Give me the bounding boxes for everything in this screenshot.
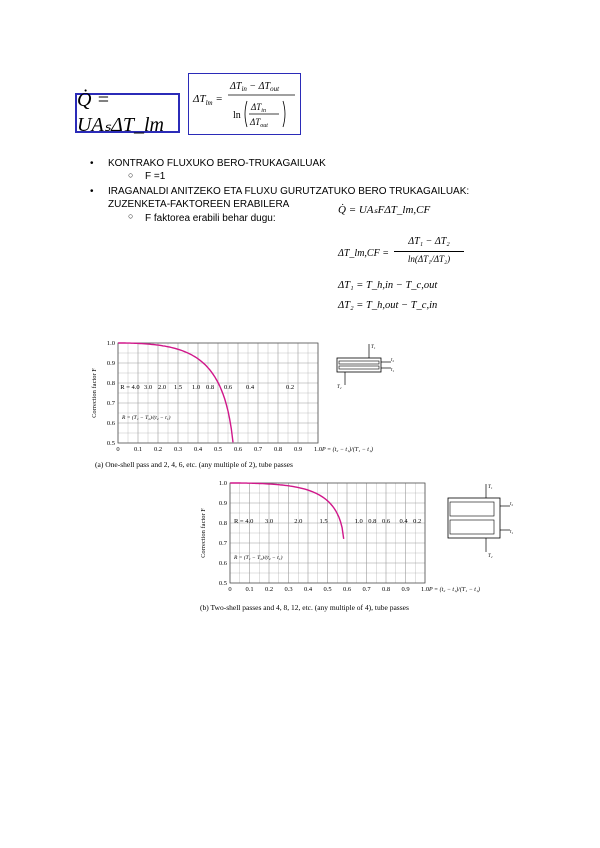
x-tick-label: 0.3	[173, 446, 183, 453]
y-tick-label: 1.0	[218, 480, 227, 487]
r-label: 2.0	[157, 384, 167, 391]
r-label: 0.8	[368, 518, 377, 525]
y-tick-label: 0.8	[218, 520, 227, 527]
x-tick-label: 0.5	[213, 446, 223, 453]
r-label: 3.0	[264, 518, 274, 525]
x-tick-label: 0	[116, 446, 120, 453]
r-label: 1.5	[319, 518, 328, 525]
bullet-2-text: IRAGANALDI ANITZEKO ETA FLUXU GURUTZATUKO BERO TRUKAGAILUAK:	[108, 186, 470, 197]
svg-text:T₁: T₁	[371, 345, 376, 350]
bullet-2-text2: ZUZENKETA-FAKTOREEN ERABILERA	[108, 199, 290, 210]
x-tick-label: 0.9	[293, 446, 303, 453]
r-label: 1.0	[354, 518, 363, 525]
bullet-dot: •	[90, 158, 94, 169]
x-tick-label: 0	[228, 586, 232, 593]
equation-3: ΔT₁ = T_h,in − T_c,out	[338, 280, 438, 291]
equations-block	[338, 203, 468, 318]
y-tick-label: 0.5	[218, 580, 227, 587]
equation-2-den: ln(ΔT₁/ΔT₂)	[407, 254, 451, 264]
x-tick-label: 0.4	[303, 586, 313, 593]
x-tick-label: 0.1	[245, 586, 254, 593]
y-tick-label: 0.7	[218, 540, 227, 547]
x-tick-label: 0.7	[253, 446, 263, 453]
r-label: R = 4.0	[233, 518, 254, 525]
x-tick-label: 0.6	[233, 446, 243, 453]
equation-2-num: ΔT₁ − ΔT₂	[408, 236, 450, 247]
y-tick-label: 0.6	[218, 560, 227, 567]
r-label: 0.2	[285, 384, 295, 391]
sub-bullet-circle: ○	[128, 211, 134, 221]
x-tick-label: 1.0	[313, 446, 323, 453]
equation-4: ΔT₂ = T_h,out − T_c,in	[338, 300, 438, 311]
r-label: 0.6	[223, 384, 233, 391]
r-label: 0.6	[381, 518, 391, 525]
x-tick-label: 0.7	[362, 586, 371, 593]
lmtd-formula-svg	[189, 74, 299, 134]
x-tick-label: 0.2	[264, 586, 274, 593]
svg-text:t₂: t₂	[510, 502, 514, 507]
x-tick-label: 1.0	[420, 586, 430, 593]
x-tick-label: 0.8	[273, 446, 283, 453]
svg-text:t₂: t₂	[391, 358, 395, 363]
r-label: 0.2	[413, 518, 422, 525]
y-axis-label: Correction factor F	[200, 508, 207, 558]
y-axis-label: Correction factor F	[91, 368, 98, 418]
y-tick-label: 0.6	[106, 420, 115, 427]
svg-text:t₁: t₁	[391, 368, 395, 373]
r-formula: R = (T₁ − T₂)/(t₂ − t₁)	[234, 555, 283, 561]
x-tick-label: 0.3	[284, 586, 293, 593]
bullet-1-sub: F =1	[145, 171, 166, 182]
svg-text:ΔTin: $\Delta T_{in}$	[251, 102, 266, 114]
r-label: 0.4	[245, 384, 255, 391]
equation-2-lhs: ΔT_lm,CF =	[338, 248, 389, 259]
y-tick-label: 1.0	[106, 340, 115, 347]
y-tick-label: 0.5	[106, 440, 115, 447]
r-label: 1.5	[173, 384, 183, 391]
x-tick-label: 0.2	[153, 446, 163, 453]
r-label: 2.0	[294, 518, 303, 525]
x-tick-label: 0.5	[323, 586, 332, 593]
lmtd-ln: ln	[233, 110, 241, 121]
r-label: 0.8	[205, 384, 215, 391]
svg-text:ΔTout: $\Delta T_{out}$	[250, 117, 268, 129]
sub-bullet-circle: ○	[128, 170, 134, 180]
heat-rate-formula: Q̇ = UAₛΔT_lm	[75, 93, 180, 133]
lmtd-formula	[188, 73, 301, 135]
correction-factor-chart-b	[195, 478, 481, 603]
r-label: 3.0	[143, 384, 153, 391]
x-tick-label: 0.1	[133, 446, 143, 453]
y-tick-label: 0.7	[106, 400, 115, 407]
x-tick-label: 0.4	[193, 446, 203, 453]
svg-text:T₂: T₂	[337, 385, 342, 390]
curve-r-1	[118, 343, 233, 442]
r-label: 1.0	[191, 384, 201, 391]
shell-tube-schematic-b	[440, 480, 520, 560]
bullet-1-text: KONTRAKO FLUXUKO BERO-TRUKAGAILUAK	[108, 158, 326, 169]
x-tick-label: 0.6	[342, 586, 352, 593]
y-tick-label: 0.9	[106, 360, 115, 367]
r-formula: R = (T₁ − T₂)/(t₂ − t₁)	[122, 415, 171, 421]
curve-r-1	[230, 483, 344, 539]
chart-b-caption: (b) Two-shell passes and 4, 8, 12, etc. (any multiple of 4), tube passes	[200, 603, 409, 612]
equation-2-bar	[394, 251, 464, 252]
r-label: R = 4.0	[120, 384, 140, 391]
lmtd-lhs: $\Delta T_{lm}$ =	[193, 93, 223, 107]
svg-text:T₂: T₂	[488, 554, 493, 559]
chart-a-caption: (a) One-shell pass and 2, 4, 6, etc. (any multiple of 2), tube passes	[95, 460, 293, 469]
shell-tube-schematic-a	[325, 340, 405, 390]
y-tick-label: 0.8	[106, 380, 115, 387]
y-tick-label: 0.9	[218, 500, 227, 507]
lmtd-numerator: $\Delta T_{in} - \Delta T_{out}$	[230, 81, 280, 93]
x-tick-label: 0.9	[401, 586, 410, 593]
equation-1: Q̇ = UAₛFΔT_lm,CF	[338, 204, 431, 216]
x-axis-label: P = (t₂ − t₁)/(T₁ − t₁)	[322, 447, 374, 453]
bullet-2-sub: F faktorea erabili behar dugu:	[145, 213, 276, 224]
svg-text:T₁: T₁	[488, 485, 493, 490]
x-axis-label: P = (t₂ − t₁)/(T₁ − t₁)	[429, 587, 481, 593]
x-tick-label: 0.8	[381, 586, 391, 593]
bullet-dot: •	[90, 186, 94, 197]
r-label: 0.4	[399, 518, 408, 525]
svg-text:t₁: t₁	[510, 530, 514, 535]
